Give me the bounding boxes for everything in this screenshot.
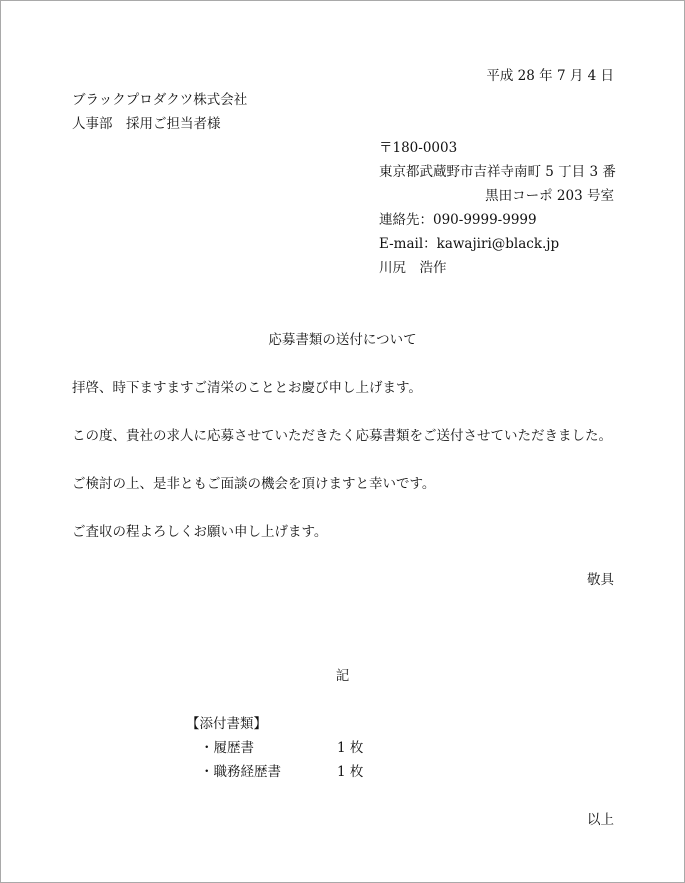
- end-mark: 以上: [587, 812, 614, 828]
- sender-address-line2: 黒田コーポ 203 号室: [485, 188, 614, 204]
- sender-postal-code: 〒180-0003: [379, 140, 458, 156]
- notes-header: 記: [335, 668, 350, 684]
- attachment-item-qty: 1 枚: [337, 740, 364, 756]
- body-paragraph-1: この度、貴社の求人に応募させていただきたく応募書類をご送付させていただきました。: [72, 428, 612, 444]
- sender-address-line1: 東京都武蔵野市吉祥寺南町 5 丁目 3 番: [379, 164, 616, 180]
- letter-date: 平成 28 年 7 月 4 日: [486, 68, 614, 84]
- sender-phone: 連絡先：090-9999-9999: [379, 212, 537, 228]
- recipient-department: 人事部 採用ご担当者様: [72, 116, 221, 132]
- body-paragraph-3: ご査収の程よろしくお願い申し上げます。: [72, 524, 328, 540]
- sender-email: E-mail：kawajiri@black.jp: [379, 236, 560, 252]
- letter-subject: 応募書類の送付について: [268, 332, 417, 348]
- greeting-text: 拝啓、時下ますますご清栄のこととお慶び申し上げます。: [72, 380, 422, 396]
- attachment-item-name: ・職務経歴書: [200, 764, 281, 780]
- closing-keigu: 敬具: [587, 572, 614, 588]
- attachment-item-qty: 1 枚: [337, 764, 364, 780]
- body-paragraph-2: ご検討の上、是非ともご面談の機会を頂けますと幸いです。: [72, 476, 436, 492]
- attachments-heading: 【添付書類】: [186, 716, 267, 732]
- attachment-item-name: ・履歴書: [200, 740, 254, 756]
- sender-name: 川尻 浩作: [379, 260, 447, 276]
- recipient-company: ブラックプロダクツ株式会社: [72, 92, 248, 108]
